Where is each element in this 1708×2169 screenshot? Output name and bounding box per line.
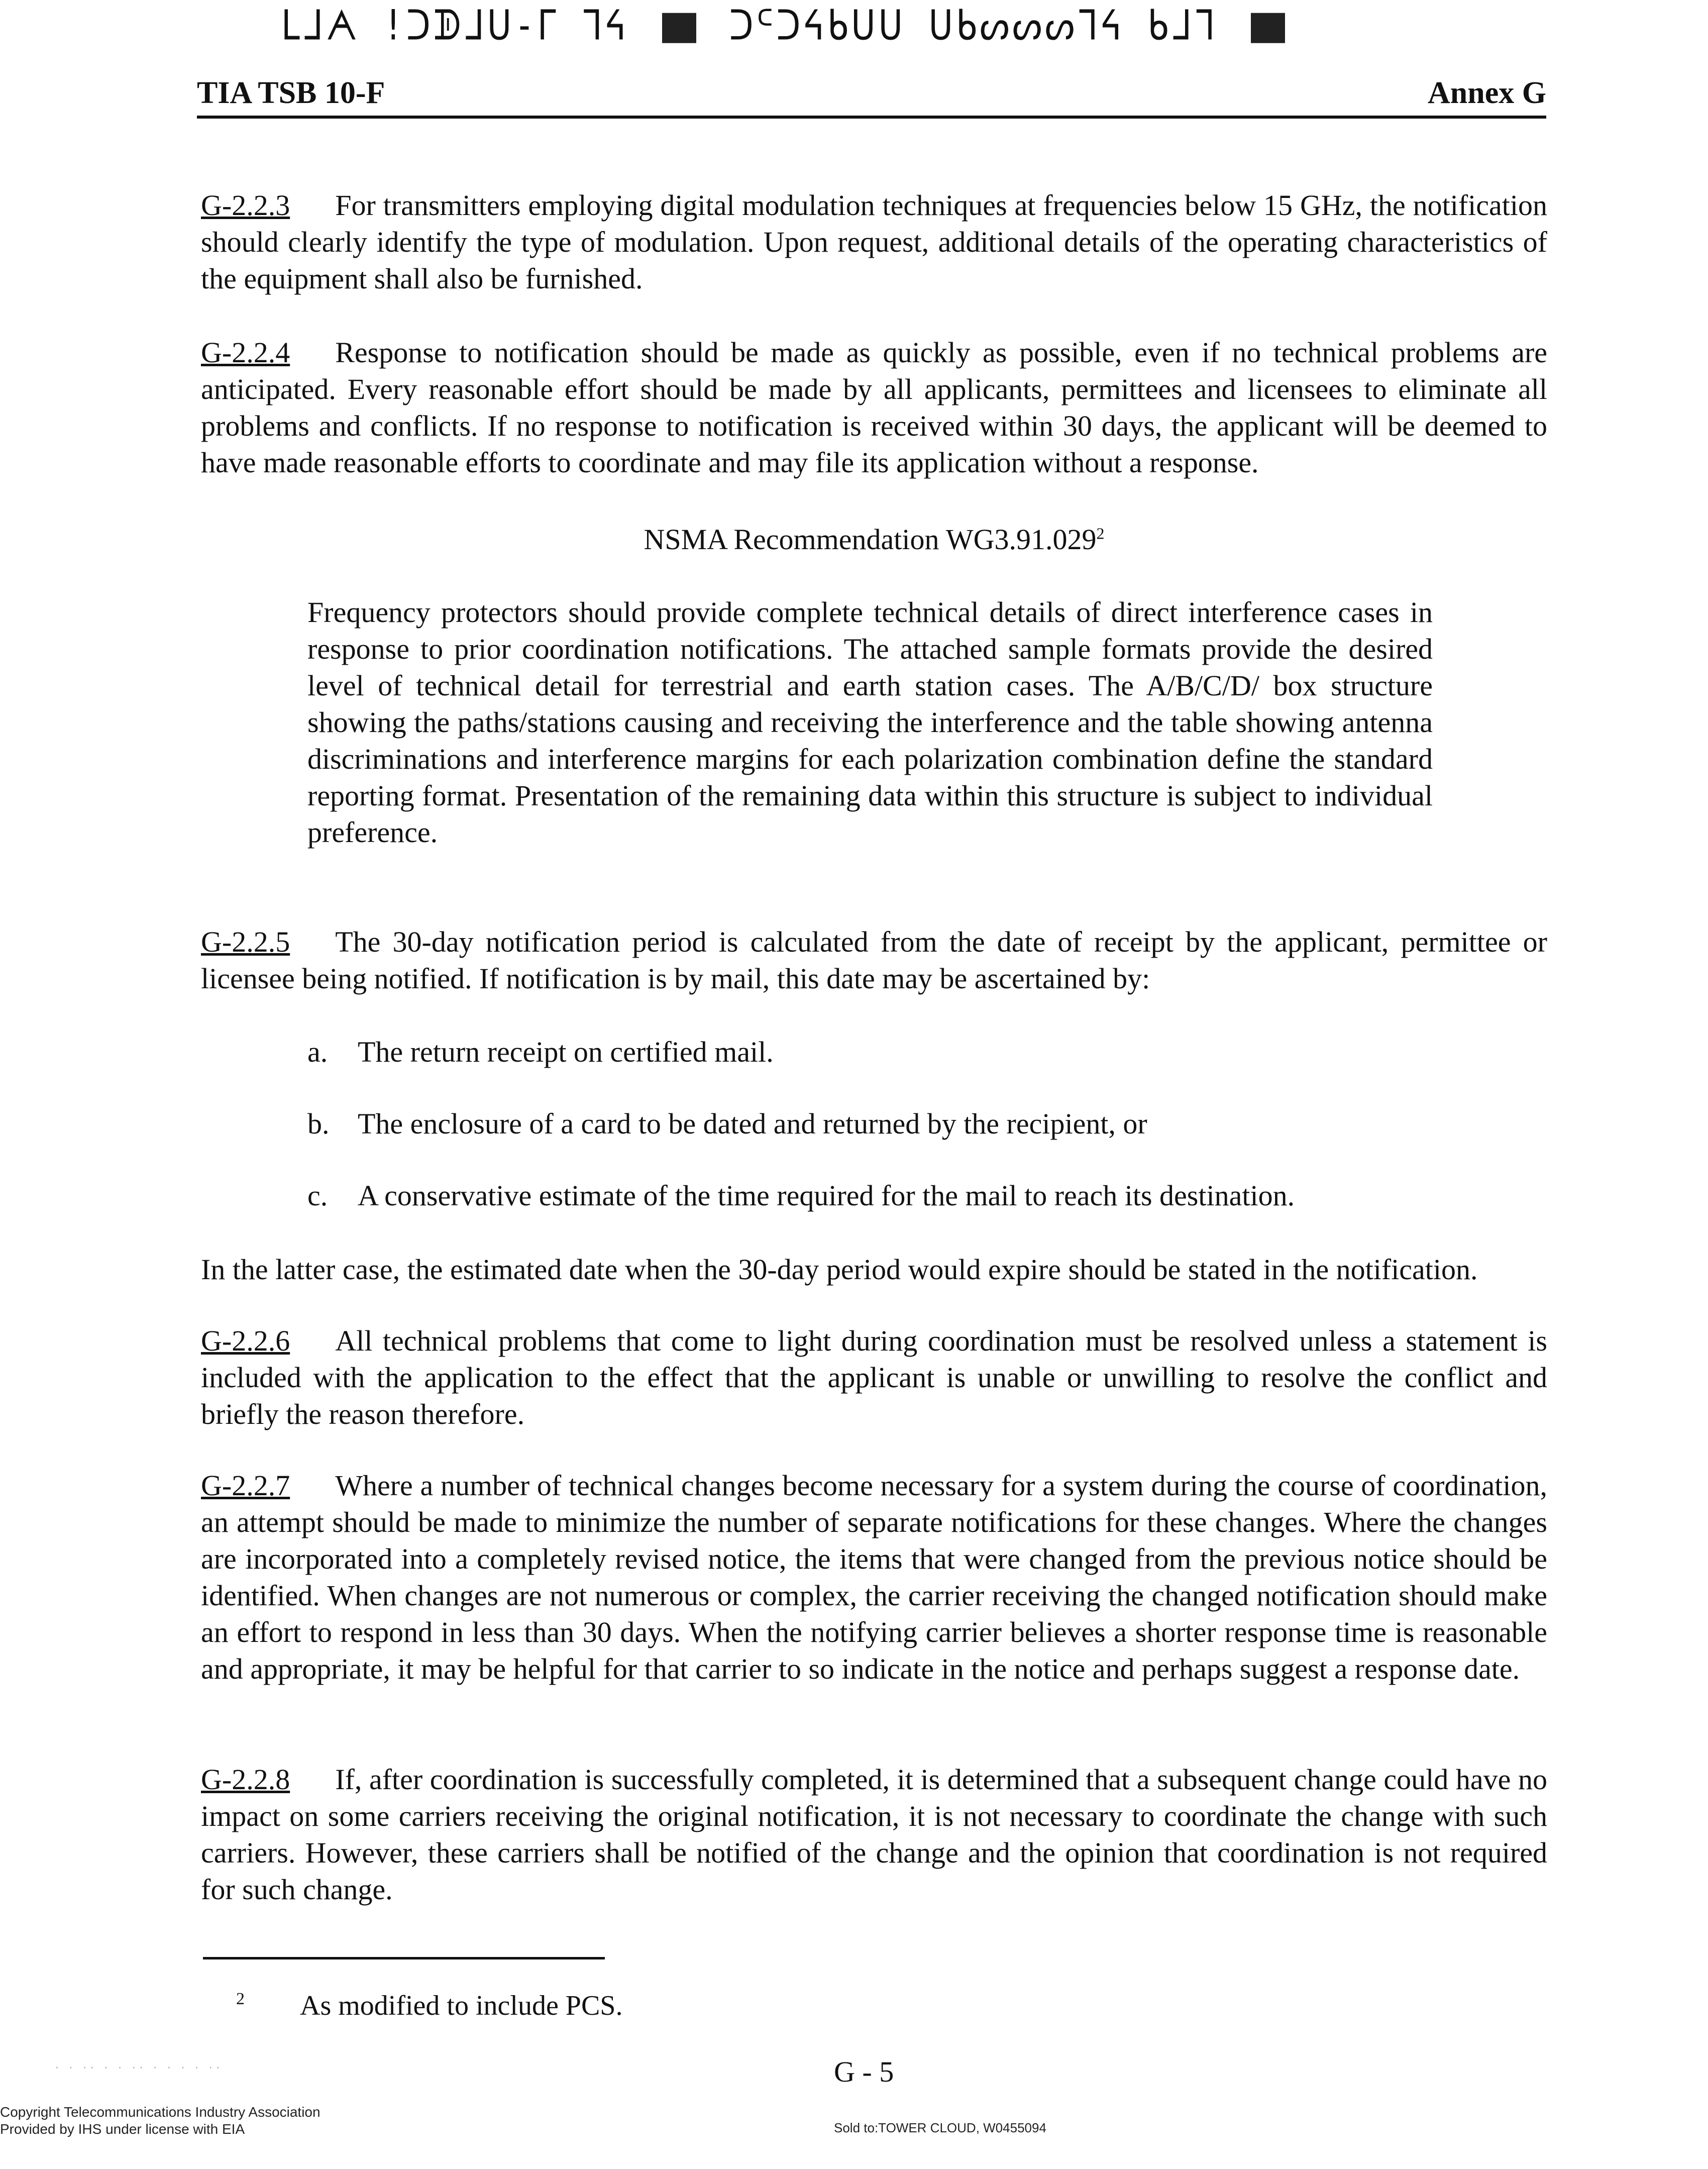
list-item-a [307, 1035, 774, 1069]
nsma-title-text: NSMA Recommendation WG3.91.029 [644, 523, 1097, 556]
section-g-2-2-4 [201, 334, 1547, 481]
section-g-2-2-3 [201, 187, 1547, 297]
section-number: G-2.2.7 [201, 1469, 290, 1502]
list-item-b [307, 1107, 1147, 1141]
section-text: Response to notification should be made as quickly as possible, even if no technical problems are anticipated. Every reasonable effort should be made by all applicants, permittees and licensees to eliminate all problems and conflicts. If no response to notification is received within 30 days, the applicant will be deemed to have made reasonable efforts to coordinate and may file its application without a response. [201, 336, 1547, 479]
scan-code-part2: ᑐᒼᑐᔦᑲᑌᑌ ᑌᑲᔕᔕᔕᒣᔦ ᑲᒧᒣ [729, 1, 1218, 50]
nsma-recommendation-text: Frequency protectors should provide complete technical details of direct interference cases in response to prior coordination notifications. The attached sample formats provide the desired level of technical detail for terrestrial and earth station cases. The A/B/C/D/ box structure showing the paths/stations causing and receiving the interference and the table showing antenna discriminations and interference margins for each polarization combination define the standard reporting format. Presentation of the remaining data within this structure is subject to individual preference. [307, 596, 1433, 849]
scan-block-mark [662, 13, 696, 43]
footnote [236, 1990, 622, 2022]
scan-code-header [281, 1, 1295, 51]
section-g-2-2-7 [201, 1467, 1547, 1687]
page-number: G - 5 [834, 2055, 894, 2088]
section-g-2-2-6 [201, 1322, 1547, 1432]
section-g-2-2-8 [201, 1761, 1547, 1908]
list-text: A conservative estimate of the time required for the mail to reach its destination. [358, 1179, 1295, 1212]
section-number: G-2.2.3 [201, 189, 290, 222]
copyright-line-2: Provided by IHS under license with EIA [0, 2121, 245, 2137]
list-text: The return receipt on certified mail. [358, 1036, 774, 1068]
scan-block-mark [1251, 13, 1285, 43]
annex-label: Annex G [1428, 76, 1546, 110]
section-text: If, after coordination is successfully completed, it is determined that a subsequent change could have no impact on some carriers receiving the original notification, it is not necessary to coordinate the change with such carriers. However, these carriers shall be notified of the change and the opinion that coordination is not required for such change. [201, 1763, 1547, 1906]
document-id: TIA TSB 10-F [197, 76, 385, 110]
list-label: a. [307, 1036, 328, 1068]
section-text: Where a number of technical changes become necessary for a system during the course of coordination, an attempt should be made to minimize the number of separate notifications for these changes. Where the changes are incorporated into a completely revised notice, the items that were changed from the previous notice should be identified. When changes are not numerous or complex, the carrier receiving the changed notification should make an effort to respond in less than 30 days. When the notifying carrier believes a shorter response time is reasonable and appropriate, it may be helpful for that carrier to so indicate in the notice and perhaps suggest a response date. [201, 1469, 1547, 1685]
copyright-line-1: Copyright Telecommunications Industry Association [0, 2104, 321, 2120]
section-text: All technical problems that come to light during coordination must be resolved unless a statement is included with the application to the effect that the applicant is unable or unwilling to resolve the conflict and briefly the reason therefore. [201, 1324, 1547, 1430]
section-text: The 30-day notification period is calculated from the date of receipt by the applicant, permittee or licensee being notified. If notification is by mail, this date may be ascertained by: [201, 925, 1547, 995]
footnote-rule [203, 1957, 605, 1959]
sold-to-label: Sold to:TOWER CLOUD, W0455094 [834, 2120, 1046, 2135]
footnote-text: As modified to include PCS. [300, 1990, 623, 2021]
section-number: G-2.2.4 [201, 336, 290, 369]
section-number: G-2.2.8 [201, 1763, 290, 1796]
list-item-c [307, 1179, 1295, 1212]
after-list-text: In the latter case, the estimated date when the 30-day period would expire should be stated in the notification. [201, 1253, 1478, 1286]
list-label: b. [307, 1107, 330, 1140]
section-g-2-2-5 [201, 923, 1547, 997]
footnote-number: 2 [236, 1990, 245, 2008]
nsma-title [201, 523, 1547, 556]
header-rule [197, 116, 1546, 119]
list-text: The enclosure of a card to be dated and returned by the recipient, or [358, 1107, 1147, 1140]
list-label: c. [307, 1179, 328, 1212]
scan-code-part1: ᒪᒧᗅ !ᑐᗫᒧᑌ-ᒥ ᒣᔦ [281, 1, 629, 50]
section-number: G-2.2.5 [201, 925, 290, 958]
footnote-ref: 2 [1096, 524, 1105, 543]
section-text: For transmitters employing digital modulation techniques at frequencies below 15 GHz, the notification should clearly identify the type of modulation. Upon request, additional details of the operating characteristics of the equipment shall also be furnished. [201, 189, 1547, 295]
scan-noise: · · ·· · · ·· · · · · ·· [55, 2062, 224, 2074]
section-number: G-2.2.6 [201, 1324, 290, 1357]
